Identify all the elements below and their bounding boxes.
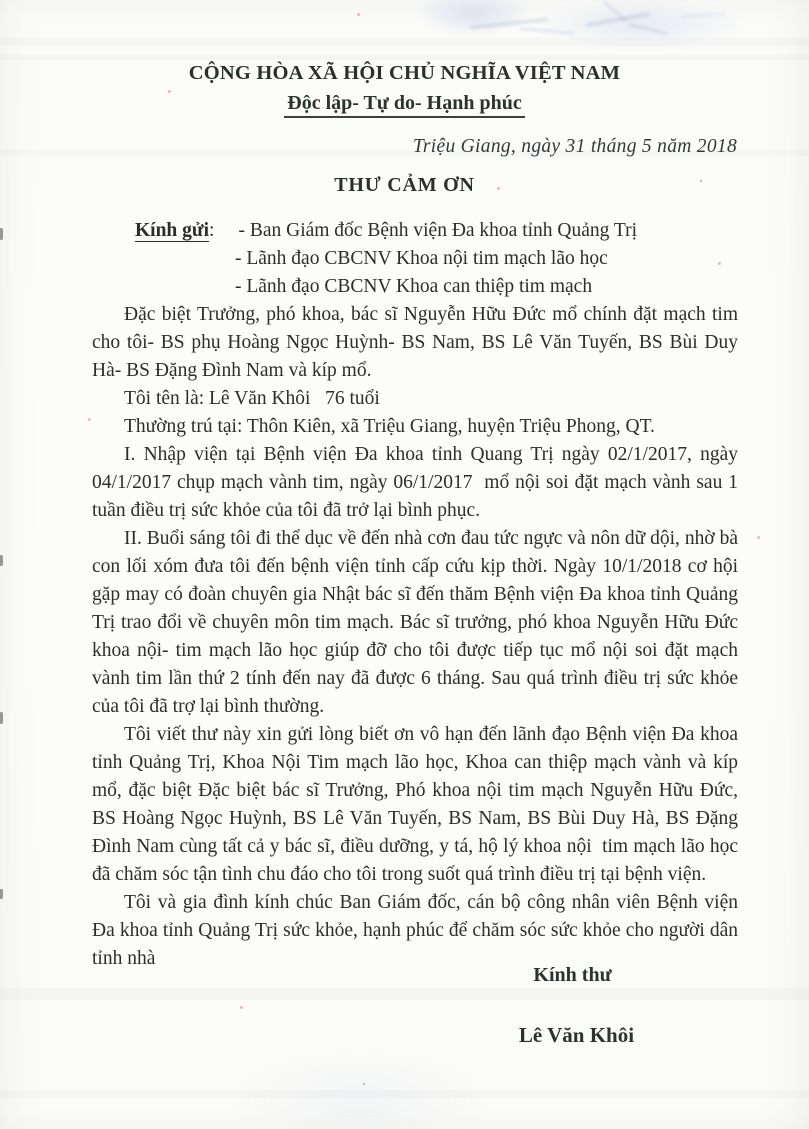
edge-mark [0,555,3,566]
scan-smudge-top [418,0,528,34]
motto: Độc lập- Tự do- Hạnh phúc [284,92,524,118]
signatory-name: Lê Văn Khôi [518,1023,635,1047]
body-paragraph: Tôi tên là: Lê Văn Khôi 76 tuổi [124,388,380,409]
body-paragraph: II. Buổi sáng tôi đi thể dục về đến nhà cơn đau tức ngực và nôn dữ dội, nhờ bà con lối xóm đưa tôi đến bệnh viện tỉnh cấp cứu kịp thời. Ngày 10/1/2018 cơ hội gặp may có đoàn chuyên gia Nhật bác sĩ đến thăm Bệnh viện Đa khoa tỉnh Quảng Trị trao đổi về chuyên môn tim mạch. Bác sĩ trưởng, phó khoa Nguyễn Hữu Đức khoa nội- tim mạch lão học giúp đỡ cho tôi được tiếp tục mổ nội soi đặt mạch vành tim lần thứ 2 tính đến nay đã được 6 tháng. Sau quá trình điều trị sức khỏe của tôi đã trợ lại bình thường. [92,528,738,717]
motto-row [0,92,809,118]
recipient-line [92,245,738,273]
scan-streak [0,988,809,1000]
closing-phrase: Kính thư [533,964,612,986]
salutation-label: Kính gửi [135,220,210,241]
scan-pen-trace [520,28,574,35]
scan-speck [363,1083,365,1085]
scan-streak [0,1090,809,1098]
scan-speck [357,13,360,16]
recipient-line [135,217,738,245]
scan-wash-bottom [230,1050,490,1129]
body-paragraph: Thường trú tại: Thôn Kiên, xã Triệu Giang, huyện Triệu Phong, QT. [124,416,655,437]
recipient-item: - Ban Giám đốc Bệnh viện Đa khoa tỉnh Quảng Trị [238,220,638,241]
scan-pen-trace [585,12,651,26]
salutation-colon: : [209,220,215,241]
body-paragraph: Tôi viết thư này xin gửi lòng biết ơn vô hạn đến lãnh đạo Bệnh viện Đa khoa tỉnh Quảng Trị, Khoa Nội Tim mạch lão học, Khoa can thiệp mạch vành và kíp mổ, đặc biệt Đặc biệt bác sĩ Trưởng, Phó khoa nội tim mạch Nguyễn Hữu Đức, BS Hoàng Ngọc Huỳnh, BS Lê Văn Tuyến, BS Nam, BS Bùi Duy Hà, BS Đặng Đình Nam cùng tất cả y bác sĩ, điều dưỡng, y tá, hộ lý khoa nội tim mạch lão học đã chăm sóc tận tình chu đáo cho tôi trong suốt quá trình điều trị tại bệnh viện. [92,724,738,885]
letter-title: THƯ CẢM ƠN [334,174,475,196]
scan-pen-trace [680,12,726,17]
scan-speck [240,1006,243,1009]
edge-mark [0,712,3,724]
body-paragraph: Tôi và gia đình kính chúc Ban Giám đốc, cán bộ công nhân viên Bệnh viện Đa khoa tỉnh Quảng Trị sức khỏe, hạnh phúc để chăm sóc sức khỏe cho người dân tỉnh nhà [92,892,738,969]
scan-streak [0,55,809,60]
scan-pen-trace [603,1,627,22]
scan-speck [88,418,91,421]
scan-smudge-top [540,0,740,48]
scan-streak [0,38,809,46]
body-paragraph: Đặc biệt Trưởng, phó khoa, bác sĩ Nguyễn Hữu Đức mổ chính đặt mạch tim cho tôi- BS phụ Hoàng Ngọc Huỳnh- BS Nam, BS Lê Văn Tuyến, BS Bùi Duy Hà- BS Đặng Đình Nam và kíp mổ. [92,304,738,381]
letter-body [92,217,738,973]
recipient-item: - Lãnh đạo CBCNV Khoa nội tim mạch lão học [235,248,608,269]
dateline: Triệu Giang, ngày 31 tháng 5 năm 2018 [412,136,737,157]
edge-mark [0,228,3,240]
body-paragraph: I. Nhập viện tại Bệnh viện Đa khoa tỉnh Quang Trị ngày 02/1/2017, ngày 04/1/2017 chụp mạch vành tim, ngày 06/1/2017 mổ nội soi đặt mạch vành sau 1 tuần điều trị sức khỏe của tôi đã trở lại bình phục. [92,444,738,521]
scan-pen-trace [628,23,667,35]
edge-mark [0,889,3,899]
recipient-line [92,273,738,301]
scan-speck [757,536,760,539]
scan-pen-trace [470,18,548,29]
recipient-item: - Lãnh đạo CBCNV Khoa can thiệp tim mạch [235,276,593,297]
national-title: CỘNG HÒA XÃ HỘI CHỦ NGHĨA VIỆT NAM [188,62,621,84]
